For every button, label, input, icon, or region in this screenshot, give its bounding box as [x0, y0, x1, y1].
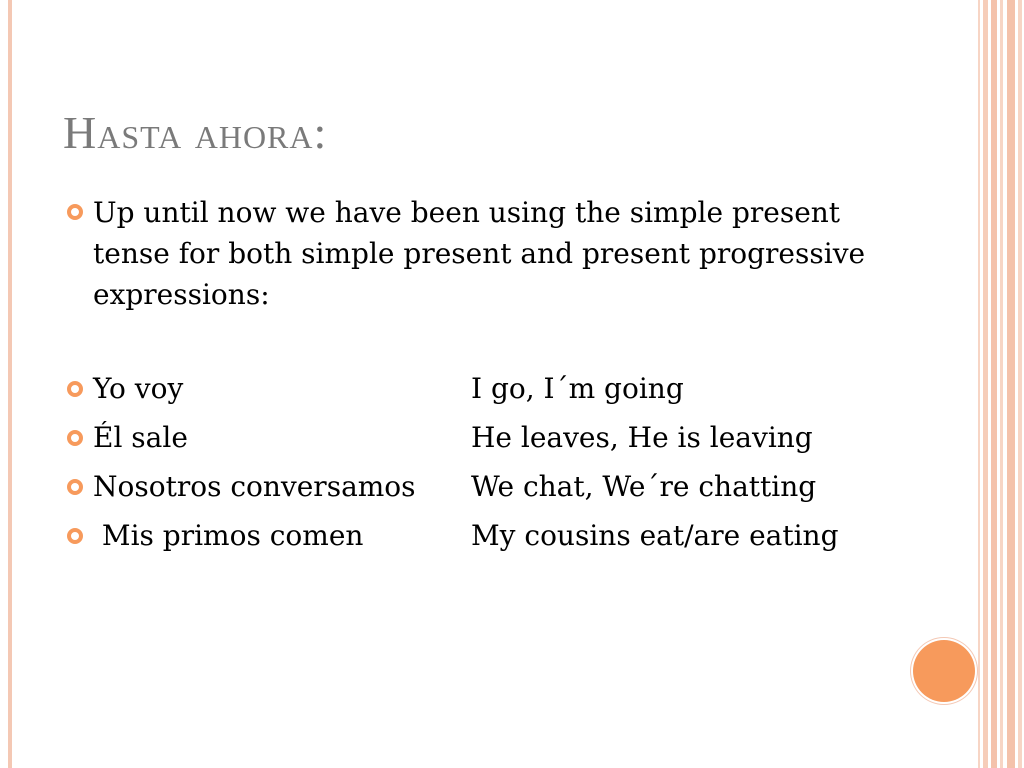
example-spanish: Nosotros conversamos: [93, 470, 416, 503]
example-english: I go, I´m going: [471, 372, 684, 405]
right-stripe: [1018, 0, 1022, 768]
right-stripe: [978, 0, 980, 768]
intro-paragraph: Up until now we have been using the simple present tense for both simple present and present progressive expressions:: [93, 196, 866, 311]
example-spanish: Él sale: [93, 421, 188, 454]
slide-title: Hasta ahora:: [63, 107, 328, 158]
ring-bullet-icon: [66, 429, 84, 447]
left-frame-line: [8, 0, 12, 768]
right-stripe: [991, 0, 997, 768]
example-spanish: Yo voy: [93, 372, 184, 405]
orange-circle-icon: [913, 640, 975, 702]
ring-bullet-icon: [66, 380, 84, 398]
right-stripe: [983, 0, 988, 768]
ring-bullet-icon: [66, 203, 84, 221]
ring-bullet-icon: [66, 478, 84, 496]
example-english: My cousins eat/are eating: [471, 519, 839, 552]
example-spanish: Mis primos comen: [93, 519, 364, 552]
right-stripe: [1007, 0, 1015, 768]
example-english: He leaves, He is leaving: [471, 421, 813, 454]
right-stripe: [1000, 0, 1003, 768]
example-english: We chat, We´re chatting: [471, 470, 817, 503]
ring-bullet-icon: [66, 527, 84, 545]
